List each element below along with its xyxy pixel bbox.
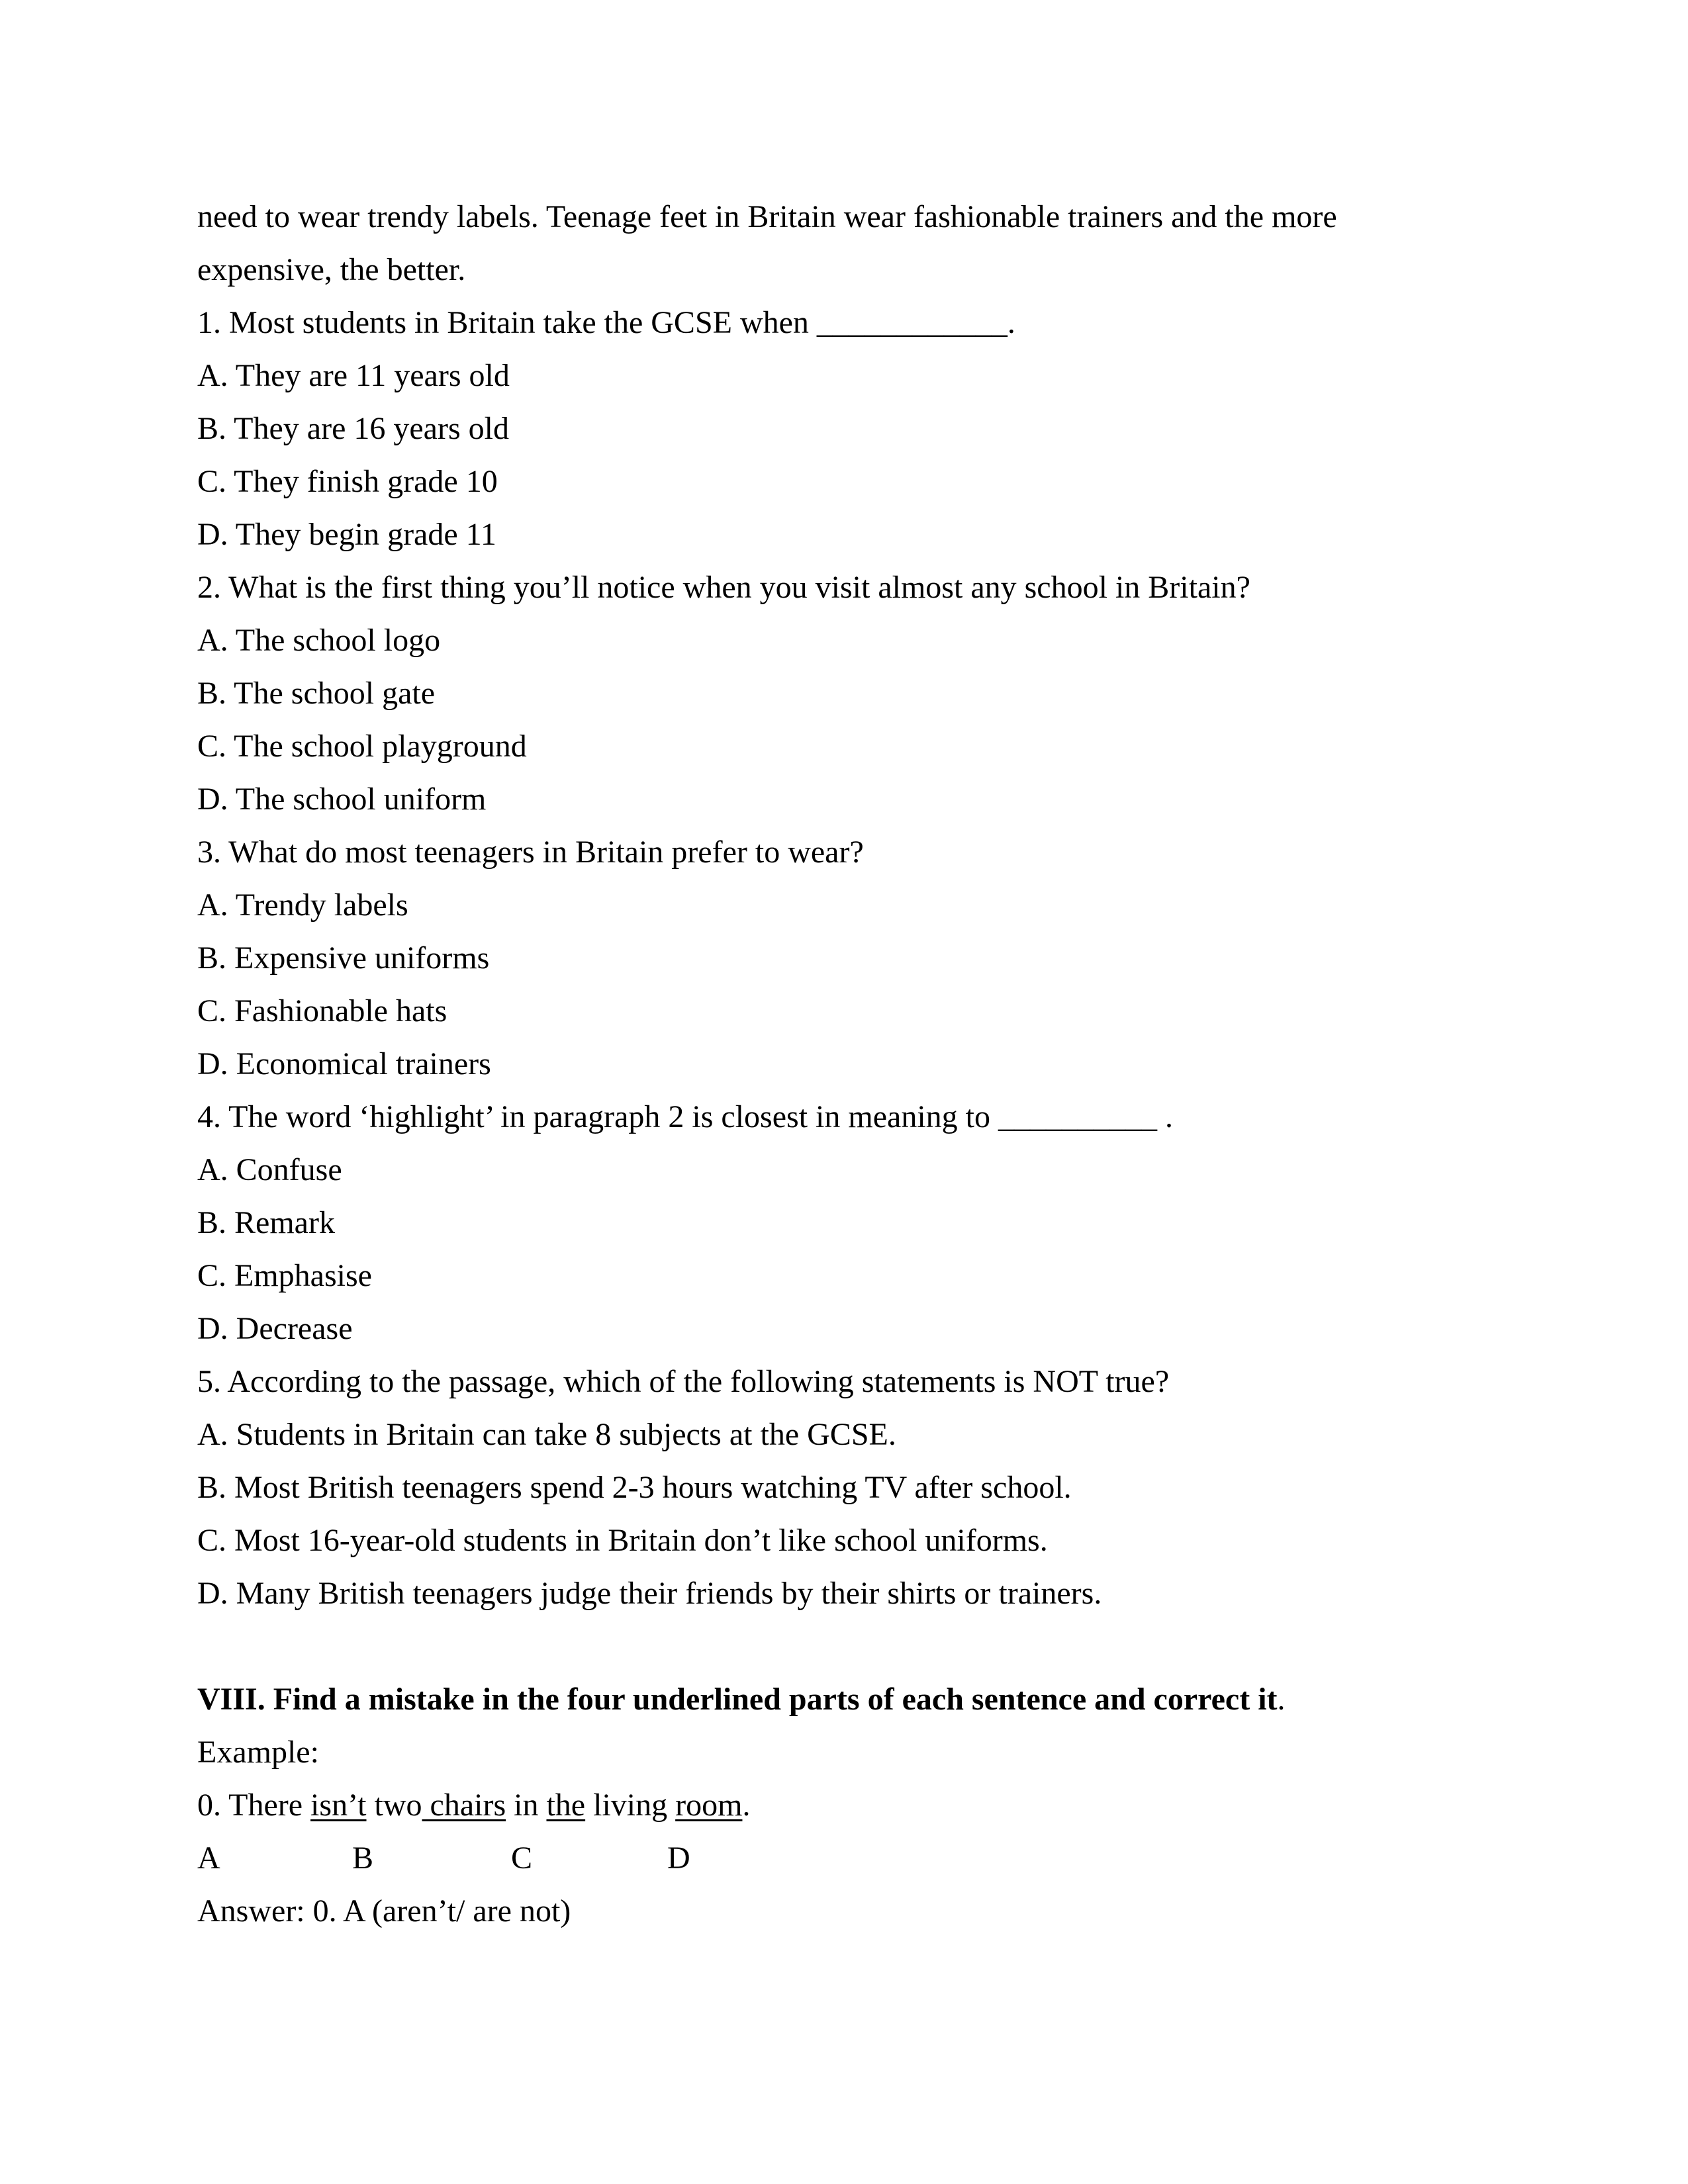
answer-option: D. Economical trainers [197, 1046, 491, 1081]
answer-option: A. Trendy labels [197, 887, 408, 923]
section-heading-period: . [1277, 1682, 1286, 1717]
answer-option: A. Confuse [197, 1152, 342, 1187]
underlined-part-d: room [675, 1788, 743, 1823]
answer-option: D. The school uniform [197, 782, 487, 817]
passage-line: expensive, the better. [197, 252, 466, 287]
example-sentence [197, 1779, 1495, 1832]
answer-option: D. They begin grade 11 [197, 517, 496, 552]
answer-option: B. Remark [197, 1205, 335, 1240]
answer-option: D. Decrease [197, 1311, 353, 1346]
answer-option: C. The school playground [197, 729, 527, 764]
part-letter-d: D [667, 1841, 690, 1876]
question-stem: 5. According to the passage, which of the following statements is NOT true? [197, 1364, 1170, 1399]
answer-option: C. Most 16-year-old students in Britain don’t like school uniforms. [197, 1523, 1048, 1558]
passage-line: need to wear trendy labels. Teenage feet in Britain wear fashionable trainers and the more [197, 199, 1337, 234]
sentence-text: two [366, 1788, 422, 1823]
answer-option: C. Fashionable hats [197, 993, 447, 1028]
underlined-part-c: the [546, 1788, 586, 1823]
section-heading [197, 1673, 1495, 1726]
answer-option: B. They are 16 years old [197, 411, 509, 446]
blank-line [197, 1620, 1495, 1673]
underlined-part-a: isn’t [310, 1788, 367, 1823]
part-letter-c: C [511, 1841, 533, 1876]
answer-option: B. The school gate [197, 676, 436, 711]
example-answer: Answer: 0. A (aren’t/ are not) [197, 1893, 571, 1929]
question-stem: 3. What do most teenagers in Britain prefer to wear? [197, 835, 864, 870]
answer-option: B. Most British teenagers spend 2-3 hours watching TV after school. [197, 1470, 1072, 1505]
part-letters-row [197, 1832, 1495, 1885]
answer-option: A. The school logo [197, 623, 441, 658]
sentence-text: in [506, 1788, 547, 1823]
answer-option: C. They finish grade 10 [197, 464, 498, 499]
example-label: Example: [197, 1735, 319, 1770]
part-letter-a: A [197, 1841, 220, 1876]
answer-option: A. Students in Britain can take 8 subjects at the GCSE. [197, 1417, 896, 1452]
answer-option: D. Many British teenagers judge their friends by their shirts or trainers. [197, 1576, 1102, 1611]
question-stem: 4. The word ‘highlight’ in paragraph 2 is closest in meaning to __________ . [197, 1099, 1173, 1134]
answer-option: A. They are 11 years old [197, 358, 510, 393]
sentence-text: . [742, 1788, 751, 1823]
sentence-text: 0. There [197, 1788, 311, 1823]
answer-option: C. Emphasise [197, 1258, 372, 1293]
document-page [197, 191, 1495, 1938]
section-heading-text: VIII. Find a mistake in the four underlined parts of each sentence and correct it [197, 1682, 1278, 1717]
question-stem: 2. What is the first thing you’ll notice when you visit almost any school in Britain? [197, 570, 1250, 605]
underlined-part-b: chairs [422, 1788, 506, 1823]
question-stem: 1. Most students in Britain take the GCSE when ____________. [197, 305, 1015, 340]
sentence-text: living [585, 1788, 676, 1823]
part-letter-b: B [352, 1841, 374, 1876]
answer-option: B. Expensive uniforms [197, 940, 490, 976]
